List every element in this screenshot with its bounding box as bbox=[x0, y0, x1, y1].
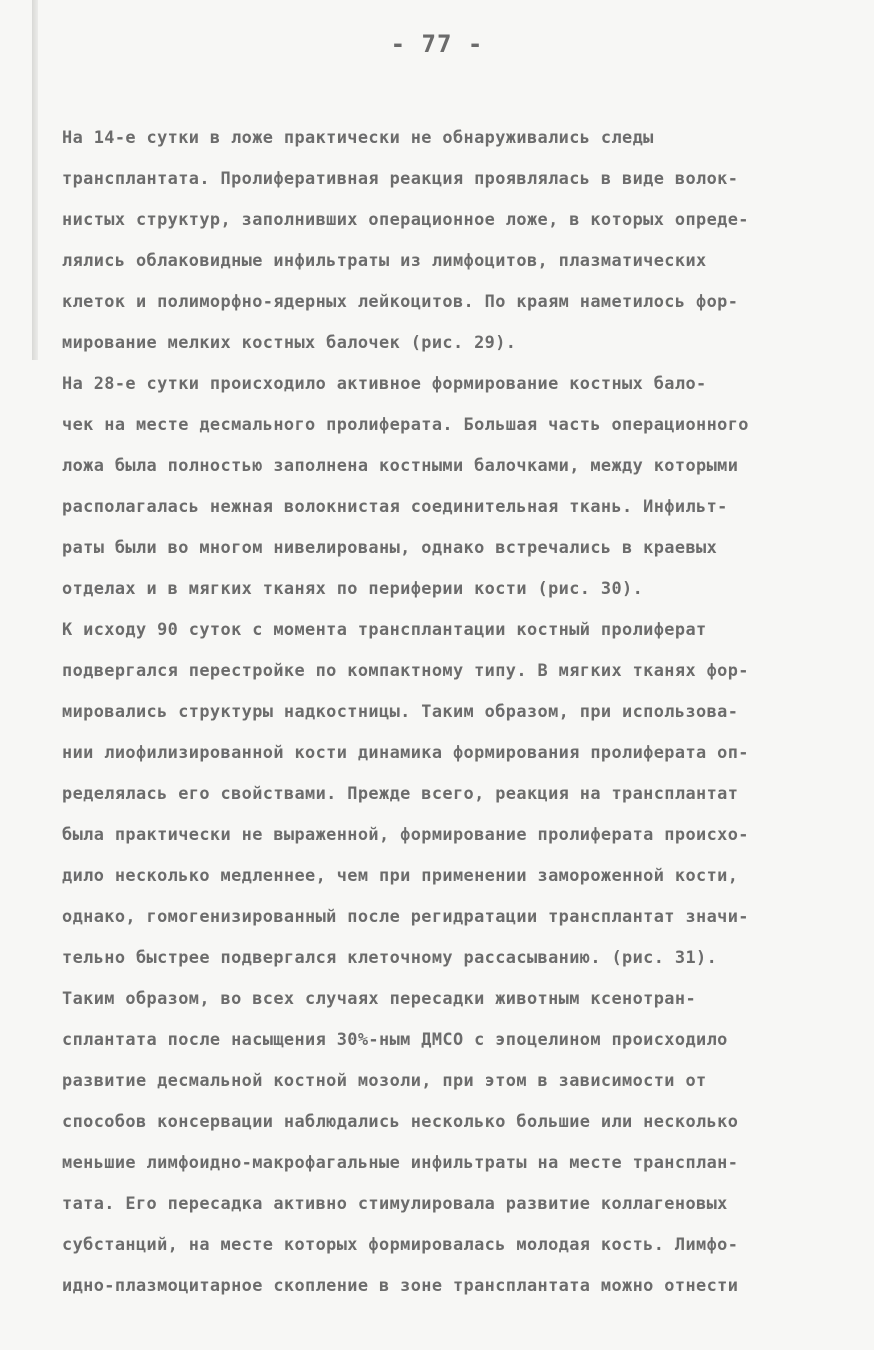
text-line: была практически не выраженной, формирование пролиферата происхо- bbox=[62, 825, 749, 845]
text-line: располагалась нежная волокнистая соединительная ткань. Инфильт- bbox=[62, 497, 728, 517]
text-line: развитие десмальной костной мозоли, при этом в зависимости от bbox=[62, 1071, 707, 1091]
text-line: тата. Его пересадка активно стимулировала развитие коллагеновых bbox=[62, 1194, 728, 1214]
text-line: мирование мелких костных балочек (рис. 29). bbox=[62, 333, 517, 353]
page-number: - 77 - bbox=[390, 30, 484, 58]
text-line: идно-плазмоцитарное скопление в зоне трансплантата можно отнести bbox=[62, 1276, 739, 1296]
text-line: меньшие лимфоидно-макрофагальные инфильтраты на месте трансплан- bbox=[62, 1153, 739, 1173]
text-line: дило несколько медленнее, чем при применении замороженной кости, bbox=[62, 866, 739, 886]
text-line: однако, гомогенизированный после регидратации трансплантат значи- bbox=[62, 907, 749, 927]
text-line: сплантата после насыщения 30%-ным ДМСО с эпоцелином происходило bbox=[62, 1030, 728, 1050]
text-line: нистых структур, заполнивших операционное ложе, в которых опреде- bbox=[62, 210, 749, 230]
text-line: нии лиофилизированной кости динамика формирования пролиферата оп- bbox=[62, 743, 749, 763]
body-text bbox=[62, 118, 842, 1307]
text-line: ложа была полностью заполнена костными балочками, между которыми bbox=[62, 456, 739, 476]
text-line: Таким образом, во всех случаях пересадки животным ксенотран- bbox=[62, 989, 697, 1009]
text-line: На 14-е сутки в ложе практически не обнаруживались следы bbox=[62, 128, 654, 148]
paragraph bbox=[62, 364, 842, 610]
paragraph bbox=[62, 610, 842, 979]
text-line: подвергался перестройке по компактному типу. В мягких тканях фор- bbox=[62, 661, 749, 681]
paragraph bbox=[62, 979, 842, 1307]
text-line: субстанций, на месте которых формировалась молодая кость. Лимфо- bbox=[62, 1235, 739, 1255]
text-line: клеток и полиморфно-ядерных лейкоцитов. По краям наметилось фор- bbox=[62, 292, 739, 312]
text-line: мировались структуры надкостницы. Таким образом, при использова- bbox=[62, 702, 739, 722]
text-line: раты были во многом нивелированы, однако встречались в краевых bbox=[62, 538, 718, 558]
text-line: ределялась его свойствами. Прежде всего, реакция на трансплантат bbox=[62, 784, 739, 804]
text-line: трансплантата. Пролиферативная реакция проявлялась в виде волок- bbox=[62, 169, 739, 189]
text-line: К исходу 90 суток с момента трансплантации костный пролиферат bbox=[62, 620, 707, 640]
paragraph bbox=[62, 118, 842, 364]
text-line: тельно быстрее подвергался клеточному рассасыванию. (рис. 31). bbox=[62, 948, 718, 968]
text-line: лялись облаковидные инфильтраты из лимфоцитов, плазматических bbox=[62, 251, 707, 271]
text-line: чек на месте десмального пролиферата. Большая часть операционного bbox=[62, 415, 749, 435]
text-line: отделах и в мягких тканях по периферии кости (рис. 30). bbox=[62, 579, 644, 599]
text-line: На 28-е сутки происходило активное формирование костных бало- bbox=[62, 374, 707, 394]
text-line: способов консервации наблюдались несколько большие или несколько bbox=[62, 1112, 739, 1132]
